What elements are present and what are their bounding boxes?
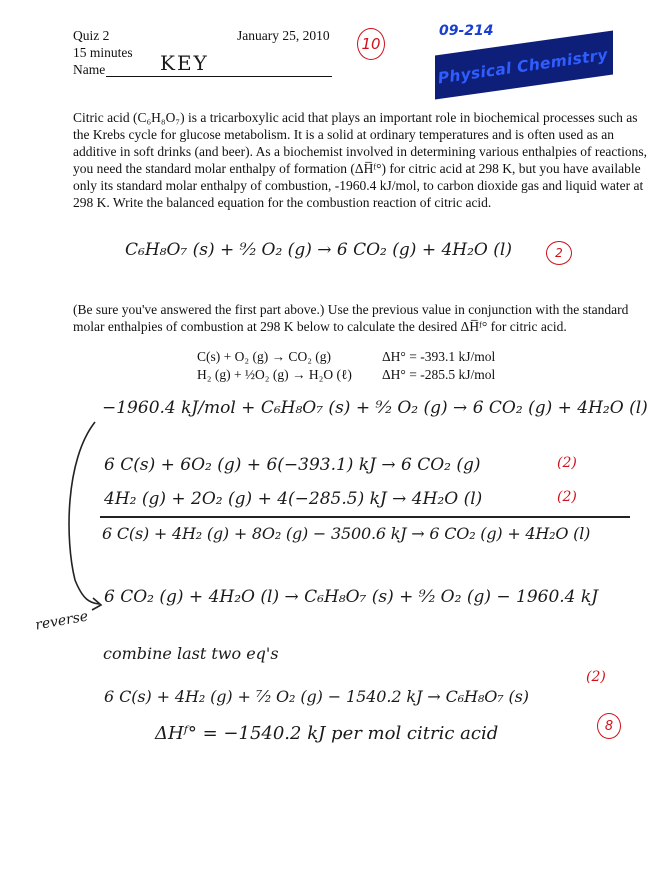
quiz-duration: 15 minutes <box>73 45 133 60</box>
work-line-5: 6 CO₂ (g) + 4H₂O (l) → C₆H₈O₇ (s) + ⁹⁄₂ O₂ (g) − 1960.4 kJ <box>104 587 599 607</box>
logo-text: Physical Chemistry <box>436 45 610 88</box>
quiz-number: Quiz 2 <box>73 28 110 43</box>
work-line-3: 4H₂ (g) + 2O₂ (g) + 4(−285.5) kJ → 4H₂O (l) <box>104 489 483 509</box>
combine-label: combine last two eq's <box>103 644 279 663</box>
question-1-score: 2 <box>546 241 572 265</box>
reaction-2-equation: H₂ (g) + ½O₂ (g) → H₂O (ℓ) <box>197 367 352 382</box>
work-line-2: 6 C(s) + 6O₂ (g) + 6(−393.1) kJ → 6 CO₂ (g) <box>104 455 481 475</box>
work-line-2-score: (2) <box>557 455 577 471</box>
reaction-2-enthalpy: ΔH° = -285.5 kJ/mol <box>382 367 496 382</box>
course-logo <box>433 23 613 93</box>
reverse-arrow <box>55 420 115 620</box>
name-line <box>106 76 332 77</box>
final-answer: ΔHᶠ° = −1540.2 kJ per mol citric acid <box>155 723 499 744</box>
reverse-label: reverse <box>34 608 90 634</box>
name-label: Name <box>73 62 106 77</box>
reaction-1-equation: C(s) + O₂ (g) → CO₂ (g) <box>197 349 332 364</box>
work-line-3-score: (2) <box>557 489 577 505</box>
total-score: 10 <box>357 28 385 60</box>
work-line-4: 6 C(s) + 4H₂ (g) + 8O₂ (g) − 3500.6 kJ → 6 CO₂ (g) + 4H₂O (l) <box>102 524 591 543</box>
question-1-text: Citric acid (C₆H₈O₇) is a tricarboxylic acid that plays an important role in biochemical processes such as the Krebs cycle for glucose metabolism. It is a solid at ordinary temperatures and is often used as an additive in soft drinks (and beer). As a biochemist involved in determining various enthalpies of reactions, you need the standard molar enthalpy of formation (ΔH̅ᶠ°) for citric acid at 298 K, but you have available only its standard molar enthalpy of combustion, -1960.4 kJ/mol, to carbon dioxide gas and liquid water at 298 K. Write the balanced equation for the combustion reaction of citric acid. <box>73 110 647 210</box>
question-1-answer: C₆H₈O₇ (s) + ⁹⁄₂ O₂ (g) → 6 CO₂ (g) + 4H₂O (l) <box>125 240 512 260</box>
work-line-6: 6 C(s) + 4H₂ (g) + ⁷⁄₂ O₂ (g) − 1540.2 kJ → C₆H₈O₇ (s) <box>104 687 529 706</box>
question-2-text: (Be sure you've answered the first part above.) Use the previous value in conjunction with the standard molar enthalpies of combustion at 298 K below to calculate the desired ΔH̅ᶠ° for citric acid. <box>73 302 629 334</box>
quiz-date: January 25, 2010 <box>237 28 330 43</box>
reaction-1-enthalpy: ΔH° = -393.1 kJ/mol <box>382 349 496 364</box>
name-value: KEY <box>160 51 209 75</box>
sum-divider <box>100 516 630 518</box>
work-line-6-score: (2) <box>586 669 606 685</box>
course-number: 09-214 <box>439 23 494 39</box>
work-line-1: −1960.4 kJ/mol + C₆H₈O₇ (s) + ⁹⁄₂ O₂ (g) → 6 CO₂ (g) + 4H₂O (l) <box>102 398 648 418</box>
final-score: 8 <box>597 713 621 739</box>
